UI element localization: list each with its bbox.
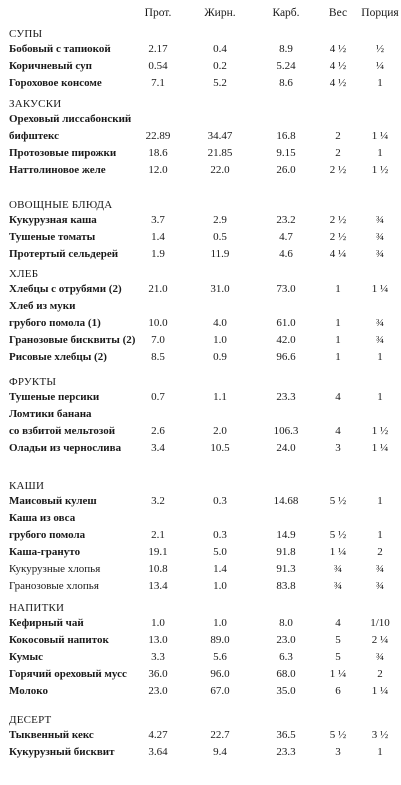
weight-cell: 2 <box>335 147 341 159</box>
weight-cell: 4 ½ <box>329 43 347 55</box>
item-name: Маисовый кулеш <box>9 495 97 507</box>
portion-cell: 1 ¼ <box>371 685 389 697</box>
portion-cell: ¾ <box>375 214 385 226</box>
weight-cell: 4 <box>335 617 341 629</box>
fat-cell: 1.0 <box>213 617 227 629</box>
header-portion: Порция <box>361 7 399 19</box>
table-row <box>0 441 401 457</box>
carbs-cell: 23.3 <box>276 391 296 403</box>
carbs-cell: 8.0 <box>279 617 293 629</box>
fat-cell: 0.3 <box>213 495 227 507</box>
protein-cell: 10.0 <box>148 317 168 329</box>
section-title: СУПЫ <box>9 28 43 40</box>
carbs-cell: 16.8 <box>276 130 296 142</box>
item-name: со взбитой мельтозой <box>9 425 116 437</box>
item-name: Тушеные томаты <box>9 231 96 243</box>
carbs-cell: 6.3 <box>279 651 293 663</box>
fat-cell: 22.7 <box>210 729 230 741</box>
carbs-cell: 4.6 <box>279 248 293 260</box>
fat-cell: 5.2 <box>213 77 227 89</box>
item-name: Кумыс <box>9 651 44 663</box>
item-name: Протозовые пирожки <box>9 147 117 159</box>
protein-cell: 0.54 <box>148 60 168 72</box>
fat-cell: 5.0 <box>213 546 227 558</box>
section-title: КАШИ <box>9 480 45 492</box>
weight-cell: 2 <box>335 130 341 142</box>
table-row <box>0 129 401 145</box>
fat-cell: 0.4 <box>213 43 227 55</box>
item-name: Гороховое консоме <box>9 77 102 89</box>
item-name: бифштекс <box>9 130 59 142</box>
header-carbs: Карб. <box>272 7 300 19</box>
weight-cell: 4 <box>335 425 341 437</box>
fat-cell: 1.0 <box>213 334 227 346</box>
protein-cell: 8.5 <box>151 351 165 363</box>
weight-cell: 3 <box>335 442 341 454</box>
header-weight: Вес <box>328 7 348 19</box>
carbs-cell: 14.9 <box>276 529 296 541</box>
table-row <box>0 163 401 179</box>
weight-cell: 4 <box>335 391 341 403</box>
protein-cell: 18.6 <box>148 147 168 159</box>
item-name: Бобовый с тапиокой <box>9 43 111 55</box>
item-name: Молоко <box>9 685 48 697</box>
table-row <box>0 146 401 162</box>
table-row <box>0 230 401 246</box>
fat-cell: 0.2 <box>213 60 227 72</box>
item-name: Кокосовый напиток <box>9 634 109 646</box>
protein-cell: 3.64 <box>148 746 168 758</box>
weight-cell: 4 ¼ <box>329 248 347 260</box>
portion-cell: ¼ <box>375 60 385 72</box>
fat-cell: 0.5 <box>213 231 227 243</box>
fat-cell: 1.4 <box>213 563 227 575</box>
table-row <box>0 494 401 510</box>
protein-cell: 10.8 <box>148 563 168 575</box>
table-row <box>0 76 401 92</box>
carbs-cell: 23.0 <box>276 634 296 646</box>
table-row <box>0 112 401 128</box>
carbs-cell: 42.0 <box>276 334 296 346</box>
carbs-cell: 35.0 <box>276 685 296 697</box>
fat-cell: 0.9 <box>213 351 227 363</box>
portion-cell: 1/10 <box>370 617 390 629</box>
carbs-cell: 96.6 <box>276 351 296 363</box>
table-row <box>0 667 401 683</box>
section-title: ОВОЩНЫЕ БЛЮДА <box>9 199 113 211</box>
fat-cell: 34.47 <box>207 130 233 142</box>
protein-cell: 36.0 <box>148 668 168 680</box>
item-name: Горячий ореховый мусс <box>9 668 127 680</box>
table-row <box>0 684 401 700</box>
portion-cell: 1 ¼ <box>371 442 389 454</box>
weight-cell: 2 ½ <box>329 231 347 243</box>
fat-cell: 11.9 <box>210 248 230 260</box>
weight-cell: 1 <box>335 351 341 363</box>
protein-cell: 19.1 <box>148 546 168 558</box>
protein-cell: 21.0 <box>148 283 168 295</box>
portion-cell: ¾ <box>375 334 385 346</box>
protein-cell: 13.4 <box>148 580 168 592</box>
item-name: Каша из овса <box>9 512 76 524</box>
fat-cell: 4.0 <box>213 317 227 329</box>
item-name: Кукурузная каша <box>9 214 97 226</box>
fat-cell: 67.0 <box>210 685 230 697</box>
carbs-cell: 91.8 <box>276 546 296 558</box>
fat-cell: 1.1 <box>213 391 227 403</box>
item-name: Оладьи из чернослива <box>9 442 122 454</box>
weight-cell: 5 <box>335 634 341 646</box>
section-title: НАПИТКИ <box>9 602 65 614</box>
carbs-cell: 8.9 <box>279 43 293 55</box>
weight-cell: 5 ½ <box>329 729 347 741</box>
protein-cell: 7.0 <box>151 334 165 346</box>
weight-cell: 1 ¼ <box>329 546 347 558</box>
table-row <box>0 650 401 666</box>
fat-cell: 0.3 <box>213 529 227 541</box>
item-name: Кефирный чай <box>9 617 84 629</box>
carbs-cell: 24.0 <box>276 442 296 454</box>
carbs-cell: 36.5 <box>276 729 296 741</box>
table-row <box>0 59 401 75</box>
fat-cell: 2.9 <box>213 214 227 226</box>
table-row <box>0 545 401 561</box>
table-row <box>0 745 401 761</box>
portion-cell: 2 ¼ <box>371 634 389 646</box>
protein-cell: 12.0 <box>148 164 168 176</box>
fat-cell: 89.0 <box>210 634 230 646</box>
portion-cell: ¾ <box>375 563 385 575</box>
item-name: Кукурузные хлопья <box>9 563 101 575</box>
table-row <box>0 407 401 423</box>
section-title: ХЛЕБ <box>9 268 39 280</box>
protein-cell: 2.17 <box>148 43 168 55</box>
protein-cell: 3.3 <box>151 651 165 663</box>
carbs-cell: 61.0 <box>276 317 296 329</box>
portion-cell: 1 ¼ <box>371 283 389 295</box>
table-row <box>0 633 401 649</box>
table-row <box>0 424 401 440</box>
portion-cell: 1 ½ <box>371 164 389 176</box>
portion-cell: 1 <box>377 77 383 89</box>
item-name: Тушеные персики <box>9 391 100 403</box>
portion-cell: 1 <box>377 529 383 541</box>
weight-cell: 5 ½ <box>329 495 347 507</box>
weight-cell: ¾ <box>333 580 343 592</box>
weight-cell: ¾ <box>333 563 343 575</box>
protein-cell: 2.1 <box>151 529 165 541</box>
table-row <box>0 299 401 315</box>
protein-cell: 23.0 <box>148 685 168 697</box>
header-fat: Жирн. <box>204 7 236 19</box>
weight-cell: 1 ¼ <box>329 668 347 680</box>
portion-cell: 3 ½ <box>371 729 389 741</box>
item-name: Коричневый суп <box>9 60 92 72</box>
table-row <box>0 728 401 744</box>
table-header <box>0 0 401 26</box>
table-row <box>0 528 401 544</box>
portion-cell: 2 <box>377 546 383 558</box>
portion-cell: ½ <box>375 43 385 55</box>
carbs-cell: 8.6 <box>279 77 293 89</box>
fat-cell: 21.85 <box>207 147 233 159</box>
table-row <box>0 350 401 366</box>
portion-cell: 1 <box>377 495 383 507</box>
carbs-cell: 4.7 <box>279 231 293 243</box>
table-row <box>0 616 401 632</box>
fat-cell: 22.0 <box>210 164 230 176</box>
carbs-cell: 9.15 <box>276 147 296 159</box>
item-name: грубого помола (1) <box>9 317 101 329</box>
weight-cell: 2 ½ <box>329 164 347 176</box>
table-row <box>0 333 401 349</box>
protein-cell: 13.0 <box>148 634 168 646</box>
carbs-cell: 23.3 <box>276 746 296 758</box>
protein-cell: 4.27 <box>148 729 168 741</box>
fat-cell: 9.4 <box>213 746 227 758</box>
weight-cell: 5 <box>335 651 341 663</box>
item-name: грубого помола <box>9 529 86 541</box>
item-name: Кукурузный бисквит <box>9 746 115 758</box>
carbs-cell: 14.68 <box>273 495 299 507</box>
portion-cell: 1 <box>377 147 383 159</box>
portion-cell: 1 <box>377 391 383 403</box>
portion-cell: 1 <box>377 746 383 758</box>
table-row <box>0 42 401 58</box>
protein-cell: 0.7 <box>151 391 165 403</box>
weight-cell: 4 ½ <box>329 60 347 72</box>
weight-cell: 5 ½ <box>329 529 347 541</box>
section-title: ДЕСЕРТ <box>9 714 52 726</box>
table-row <box>0 390 401 406</box>
carbs-cell: 91.3 <box>276 563 296 575</box>
weight-cell: 1 <box>335 283 341 295</box>
table-row <box>0 282 401 298</box>
portion-cell: 2 <box>377 668 383 680</box>
fat-cell: 31.0 <box>210 283 230 295</box>
table-row <box>0 213 401 229</box>
item-name: Наттолиновое желе <box>9 164 106 176</box>
fat-cell: 5.6 <box>213 651 227 663</box>
weight-cell: 1 <box>335 334 341 346</box>
item-name: Гранозовые хлопья <box>9 580 99 592</box>
item-name: Тыквенный кекс <box>9 729 94 741</box>
protein-cell: 3.2 <box>151 495 165 507</box>
table-row <box>0 579 401 595</box>
table-row <box>0 247 401 263</box>
item-name: Ореховый лиссабонский <box>9 113 132 125</box>
weight-cell: 2 ½ <box>329 214 347 226</box>
carbs-cell: 106.3 <box>273 425 299 437</box>
protein-cell: 1.0 <box>151 617 165 629</box>
fat-cell: 10.5 <box>210 442 230 454</box>
protein-cell: 22.89 <box>145 130 171 142</box>
protein-cell: 1.4 <box>151 231 165 243</box>
portion-cell: 1 <box>377 351 383 363</box>
header-protein: Прот. <box>144 7 172 19</box>
protein-cell: 7.1 <box>151 77 165 89</box>
portion-cell: 1 ¼ <box>371 130 389 142</box>
carbs-cell: 5.24 <box>276 60 296 72</box>
table-row <box>0 562 401 578</box>
protein-cell: 3.4 <box>151 442 165 454</box>
item-name: Рисовые хлебцы (2) <box>9 351 107 363</box>
weight-cell: 6 <box>335 685 341 697</box>
item-name: Протертый сельдерей <box>9 248 119 260</box>
carbs-cell: 83.8 <box>276 580 296 592</box>
portion-cell: ¾ <box>375 580 385 592</box>
section-title: ФРУКТЫ <box>9 376 57 388</box>
item-name: Гранозовые бисквиты (2) <box>9 334 136 346</box>
weight-cell: 3 <box>335 746 341 758</box>
portion-cell: ¾ <box>375 651 385 663</box>
protein-cell: 1.9 <box>151 248 165 260</box>
item-name: Ломтики банана <box>9 408 92 420</box>
table-row <box>0 316 401 332</box>
fat-cell: 96.0 <box>210 668 230 680</box>
carbs-cell: 73.0 <box>276 283 296 295</box>
table-row <box>0 511 401 527</box>
portion-cell: 1 ½ <box>371 425 389 437</box>
portion-cell: ¾ <box>375 317 385 329</box>
item-name: Каша-гранутo <box>9 546 81 558</box>
item-name: Хлебцы с отрубями (2) <box>9 283 122 295</box>
protein-cell: 3.7 <box>151 214 165 226</box>
portion-cell: ¾ <box>375 231 385 243</box>
portion-cell: ¾ <box>375 248 385 260</box>
carbs-cell: 23.2 <box>276 214 296 226</box>
carbs-cell: 68.0 <box>276 668 296 680</box>
weight-cell: 1 <box>335 317 341 329</box>
section-title: ЗАКУСКИ <box>9 98 62 110</box>
carbs-cell: 26.0 <box>276 164 296 176</box>
item-name: Хлеб из муки <box>9 300 76 312</box>
fat-cell: 1.0 <box>213 580 227 592</box>
fat-cell: 2.0 <box>213 425 227 437</box>
protein-cell: 2.6 <box>151 425 165 437</box>
weight-cell: 4 ½ <box>329 77 347 89</box>
